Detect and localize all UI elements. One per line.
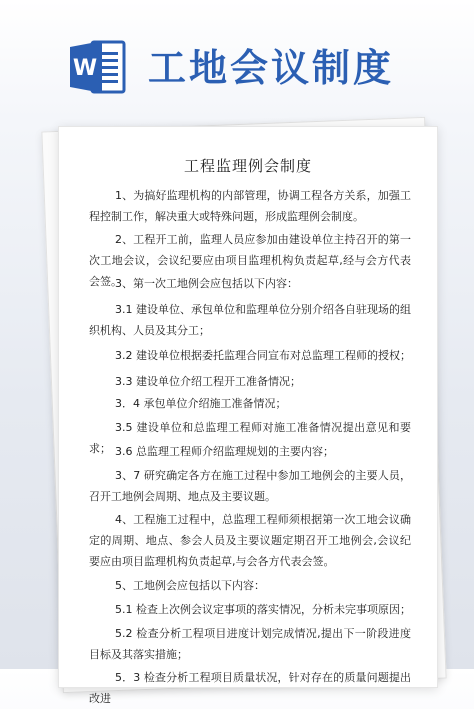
paragraph-5: 5、工地例会应包括以下内容： — [115, 579, 265, 592]
paragraph-3-2: 3.2 建设单位根据委托监理合同宣布对总监理工程师的授权； — [115, 349, 411, 362]
paragraph-2: 2、工程开工前，监理人员应参加由建设单位主持召开的第一次工地会议，会议纪要应由项目监理机构负责起草,经与会方代表会签。 — [89, 233, 411, 288]
word-document-icon — [70, 38, 126, 96]
paragraph-3-1: 3.1 建设单位、承包单位和监理单位分别介绍各自驻现场的组织机构、人员及其分工； — [89, 303, 411, 337]
document-title: 工程监理例会制度 — [183, 157, 312, 175]
paragraph-5-3: 5．3 检查分析工程项目质量状况，针对存在的质量问题提出改进 — [89, 671, 411, 705]
page-title: 工地会议制度 — [148, 46, 395, 90]
paragraph-5-2: 5.2 检查分析工程项目进度计划完成情况,提出下一阶段进度目标及其落实措施； — [89, 627, 411, 661]
paragraph-3-4: 3．4 承包单位介绍施工准备情况； — [115, 397, 287, 410]
paragraph-3: 3、第一次工地例会应包括以下内容： — [115, 277, 298, 290]
paragraph-4: 4、工程施工过程中，总监理工程师须根据第一次工地会议确定的周期、地点、参会人员及主要议题定期召开工地例会,会议纪要应由项目监理机构负责起草,与会各方代表会签。 — [89, 513, 411, 568]
paragraph-5-1: 5.1 检查上次例会议定事项的落实情况，分析未完事项原因； — [115, 603, 411, 616]
word-logo-letter: W — [72, 56, 98, 81]
paragraph-3-3: 3.3 建设单位介绍工程开工准备情况； — [115, 375, 301, 388]
paragraph-3-6: 3.6 总监理工程师介绍监理规划的主要内容； — [115, 445, 334, 458]
paragraph-3-7: 3、7 研究确定各方在施工过程中参加工地例会的主要人员，召开工地例会周期、地点及主要议题。 — [89, 469, 411, 503]
header-banner — [0, 0, 474, 120]
paragraph-3-5: 3.5 建设单位和总监理工程师对施工准备情况提出意见和要求； — [89, 421, 411, 455]
document-page — [58, 126, 438, 705]
paragraph-1: 1、为搞好监理机构的内部管理，协调工程各方关系，加强工程控制工作，解决重大或特殊问题，形成监理例会制度。 — [89, 189, 411, 223]
